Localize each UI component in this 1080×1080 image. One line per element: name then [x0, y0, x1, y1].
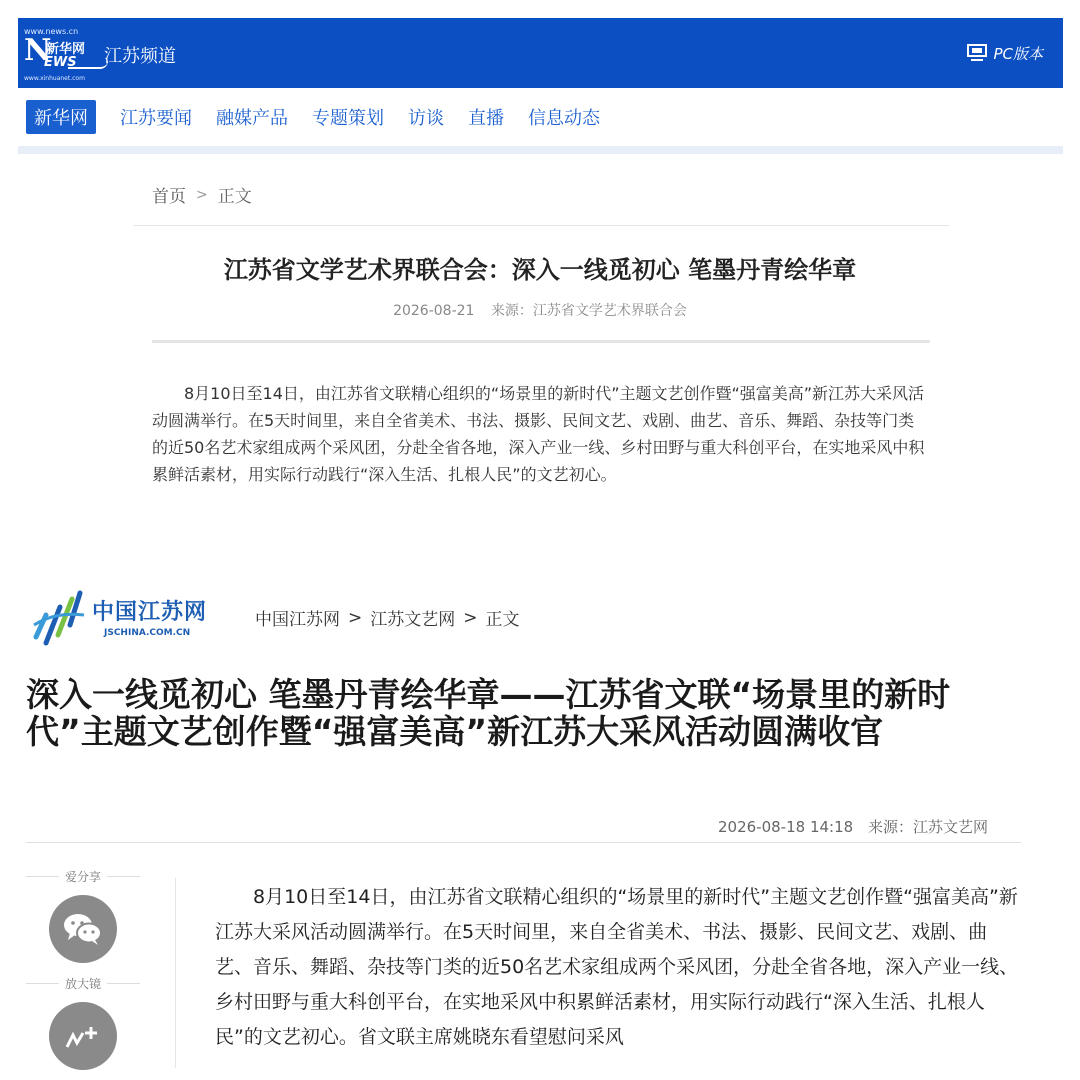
logo-ews: EWS: [44, 55, 77, 70]
divider: [134, 225, 949, 226]
nav-brand-xinhua[interactable]: 新华网: [26, 100, 96, 134]
nav-item-info-updates[interactable]: 信息动态: [528, 108, 600, 129]
breadcrumb-section[interactable]: 江苏文艺网: [370, 610, 456, 630]
xinhua-article-title: 江苏省文学艺术界联合会：深入一线觅初心 笔墨丹青绘华章: [223, 256, 857, 284]
logo-swoosh: [68, 61, 108, 69]
magnifier-plus-icon: [63, 1021, 103, 1051]
nav-item-media-products[interactable]: 融媒产品: [216, 108, 288, 129]
jschina-logo[interactable]: [30, 585, 207, 647]
jschina-article-body: 8月10日至14日，由江苏省文联精心组织的“场景里的新时代”主题文艺创作暨“强富美高”新江苏大采风活动圆满举行。在5天时间里，来自全省美术、书法、摄影、民间文艺、戏剧、曲艺、音乐、舞蹈、杂技等门类的近50名艺术家组成两个采风团，分赴全省各地，深入产业一线、乡村田野与重大科创平台，在实地采风中积累鲜活素材，用实际行动践行“深入生活、扎根人民”的文艺初心。省文联主席姚晓东看望慰问采风: [215, 886, 1019, 1048]
nav-item-interviews[interactable]: 访谈: [408, 108, 444, 129]
article-source: 来源：江苏文艺网: [867, 818, 988, 836]
logo-name: 新华网: [46, 42, 86, 57]
article-date: 2026-08-21: [393, 303, 475, 319]
breadcrumb-separator: >: [196, 186, 208, 203]
breadcrumb-separator: >: [463, 607, 478, 628]
xinhua-article-body: 8月10日至14日，由江苏省文联精心组织的“场景里的新时代”主题文艺创作暨“强富美高”新江苏大采风活动圆满举行。在5天时间里，来自全省美术、书法、摄影、民间文艺、戏剧、曲艺、音乐、舞蹈、杂技等门类的近50名艺术家组成两个采风团，分赴全省各地，深入产业一线、乡村田野与重大科创平台，在实地采风中积累鲜活素材，用实际行动践行“深入生活、扎根人民”的文艺初心。: [152, 384, 925, 484]
logo-letter: N: [24, 33, 52, 68]
pc-version-label: PC版本: [993, 44, 1043, 63]
breadcrumb-separator: >: [348, 607, 363, 628]
nav-item-special-topics[interactable]: 专题策划: [312, 108, 384, 129]
breadcrumb-current: 正文: [485, 610, 520, 630]
share-label: 爱分享: [26, 868, 140, 885]
jschina-logo-name: 中国江苏网: [92, 599, 208, 625]
breadcrumb-site[interactable]: 中国江苏网: [255, 610, 340, 630]
pc-version-link[interactable]: [967, 43, 1043, 64]
logo-url-small: www.xinhuanet.com: [24, 75, 85, 82]
channel-title[interactable]: 江苏频道: [104, 46, 176, 67]
jschina-article-title: 深入一线觅初心 笔墨丹青绘华章——江苏省文联“场景里的新时代”主题文艺创作暨“强富美高”新江苏大采风活动圆满收官: [26, 675, 951, 751]
xinhua-header: [18, 18, 1063, 88]
wechat-icon: [62, 911, 104, 947]
breadcrumb-home[interactable]: 首页: [152, 187, 186, 207]
article-datetime: 2026-08-18 14:18: [718, 818, 854, 836]
monitor-icon: [967, 44, 987, 62]
xinhua-logo[interactable]: [24, 23, 176, 83]
wechat-share-button[interactable]: [49, 895, 117, 963]
article-source: 来源：江苏省文学艺术界联合会: [490, 303, 687, 319]
magnifier-label: 放大镜: [26, 975, 140, 992]
jschina-breadcrumb: [255, 605, 520, 630]
divider: [26, 842, 1021, 843]
logo-url-text: www.news.cn: [24, 27, 79, 36]
sidebar-divider: [175, 878, 176, 1068]
breadcrumb-current: 正文: [217, 187, 252, 207]
xinhua-breadcrumb: [152, 182, 252, 207]
jschina-logo-domain: JSCHINA.COM.CN: [104, 627, 191, 638]
xinhua-logo-mark: [24, 23, 110, 83]
nav-item-live[interactable]: 直播: [468, 108, 504, 129]
xinhua-nav-bar: [18, 88, 1063, 154]
jschina-article-meta: [718, 816, 988, 837]
jschina-logo-mark: [30, 585, 86, 647]
magnifier-button[interactable]: [49, 1002, 117, 1070]
share-sidebar: [26, 868, 140, 1080]
xinhua-article-meta: [0, 300, 1080, 320]
divider: [152, 340, 930, 343]
nav-item-jiangsu-news[interactable]: 江苏要闻: [120, 108, 192, 129]
